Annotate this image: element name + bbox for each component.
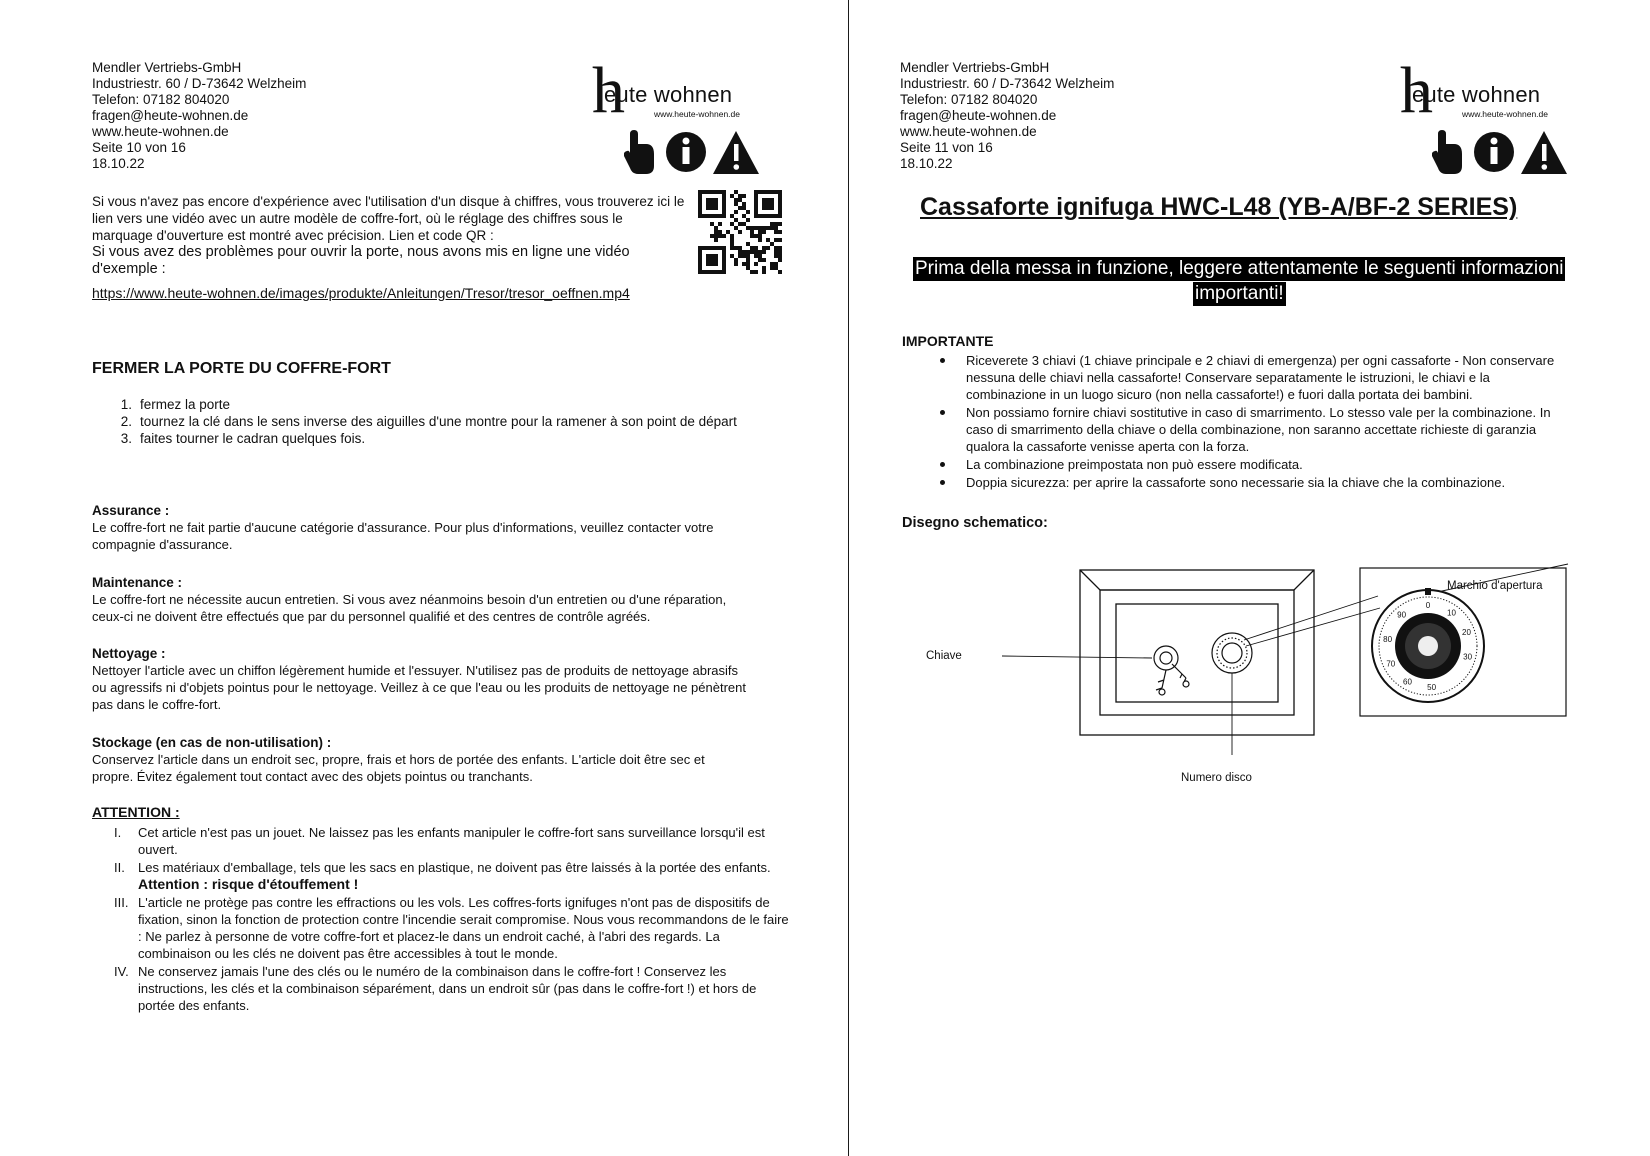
dial-tick-label: 60 xyxy=(1403,677,1412,687)
dial-tick-label: 10 xyxy=(1447,608,1456,618)
heute-wohnen-logo xyxy=(1400,54,1580,182)
section-line: Le coffre-fort ne nécessite aucun entretien. Si vous avez néanmoins besoin d'un entretien ou d'une réparation, xyxy=(92,592,727,607)
list-item: Non possiamo fornire chiavi sostitutive in caso di smarrimento. Lo stesso vale per la combinazione. In caso di smarrimento della chiave o della combinazione, non saranno accettate richieste di garanzia qualora la cassaforte venisse aperta con la forza. xyxy=(936,404,1566,455)
logo-h: h xyxy=(592,54,625,127)
leader-lines xyxy=(1002,596,1380,755)
key-lock-icon xyxy=(1154,646,1189,695)
pointing-hand-icon xyxy=(1432,130,1462,174)
section-line: ceux-ci ne doivent être effectués que par du personnel qualifié et des centres de contrôle agréés. xyxy=(92,609,651,624)
notice-banner-line1: Prima della messa in funzione, leggere attentamente le seguenti informazioni xyxy=(915,258,1564,279)
heute-wohnen-logo xyxy=(592,54,772,182)
logo-wordmark: eute wohnen xyxy=(604,82,733,107)
pointing-hand-icon xyxy=(624,130,654,174)
section-title: Nettoyage : xyxy=(92,646,166,661)
attention-heading: ATTENTION : xyxy=(92,804,180,820)
list-item: 2. tournez la clé dans le sens inverse des aiguilles d'une montre pour la ramener à son point de départ xyxy=(120,414,737,429)
dial-tick-label: 80 xyxy=(1383,634,1393,644)
list-item: 3. faites tourner le cadran quelques fois. xyxy=(120,431,366,446)
intro-line: lien vers une vidéo avec un autre modèle de coffre-fort, où le réglage des chiffres sous le xyxy=(92,211,623,226)
intro-line: d'exemple : xyxy=(92,261,166,277)
list-item: II. Les matériaux d'emballage, tels que les sacs en plastique, ne doivent pas être laissés à la portée des enfants. Attention : risque d'étouffement ! xyxy=(114,860,771,892)
warning-triangle-icon xyxy=(713,131,759,174)
intro-line: marquage d'ouverture est montré avec précision. Lien et code QR : xyxy=(92,228,494,243)
address-line: Telefon: 07182 804020 xyxy=(900,92,1038,107)
logo-url: www.heute-wohnen.de xyxy=(1462,109,1549,119)
section-line: compagnie d'assurance. xyxy=(92,537,233,552)
logo-wordmark: eute wohnen xyxy=(1412,82,1541,107)
info-icon xyxy=(666,132,706,172)
list-item: IV. Ne conservez jamais l'une des clés ou le numéro de la combinaison dans le coffre-fort ! Conservez les instructions, les clés et la combinaison séparément, dans un endroit sûr (pas dans le coffre-fort !) et hors de portée des enfants. xyxy=(114,964,757,1013)
warning-icons xyxy=(1432,128,1582,178)
intro-text xyxy=(92,193,702,278)
address-line: fragen@heute-wohnen.de xyxy=(92,108,249,123)
qr-code-icon[interactable] xyxy=(698,190,782,274)
section-title: Stockage (en cas de non-utilisation) : xyxy=(92,735,332,750)
section-storage xyxy=(92,734,812,785)
dial-tick-label: 70 xyxy=(1386,659,1396,669)
dial-tick-label: 30 xyxy=(1463,652,1473,662)
section-line: Nettoyer l'article avec un chiffon légèrement humide et l'essuyer. N'utilisez pas de produits de nettoyage abrasifs xyxy=(92,663,739,678)
diagram-heading: Disegno schematico: xyxy=(902,515,1048,531)
info-icon xyxy=(1474,132,1514,172)
close-door-heading: FERMER LA PORTE DU COFFRE-FORT xyxy=(92,360,391,377)
list-item: I. Cet article n'est pas un jouet. Ne laissez pas les enfants manipuler le coffre-fort sans surveillance lorsqu'il est ouvert. xyxy=(114,825,765,857)
important-list xyxy=(936,352,1566,492)
attention-list xyxy=(114,824,794,1015)
intro-line: Si vous n'avez pas encore d'expérience avec l'utilisation d'un disque à chiffres, vous trouverez ici le xyxy=(92,194,685,209)
address-line: Telefon: 07182 804020 xyxy=(92,92,230,107)
address-line: 18.10.22 xyxy=(900,156,953,171)
address-line: fragen@heute-wohnen.de xyxy=(900,108,1057,123)
list-item: III. L'article ne protège pas contre les effractions ou les vols. Les coffres-forts ignifuges n'ont pas de dispositifs de fixation, sinon la fonction de protection contre l'incendie serait compromise. Nous vous recommandons de le faire : Ne parlez à personne de votre coffre-fort et placez-le dans un endroit caché, à l'abri des regards. La combinaison ou les clés ne doivent pas être accessibles à tout le monde. xyxy=(114,895,789,961)
dial-tick-label: 90 xyxy=(1397,610,1407,620)
section-insurance xyxy=(92,502,812,553)
label-key: Chiave xyxy=(926,650,962,662)
list-item: Doppia sicurezza: per aprire la cassaforte sono necessarie sia la chiave che la combinazione. xyxy=(936,474,1566,491)
important-heading: IMPORTANTE xyxy=(902,333,994,349)
warning-triangle-icon xyxy=(1521,131,1567,174)
section-line: propre. Évitez également tout contact avec des objets pointus ou tranchants. xyxy=(92,769,533,784)
logo-url: www.heute-wohnen.de xyxy=(654,109,741,119)
company-address xyxy=(92,60,306,172)
section-maintenance xyxy=(92,574,812,625)
label-opening-mark: Marchio d'apertura xyxy=(1447,580,1543,592)
list-item: La combinazione preimpostata non può essere modificata. xyxy=(936,456,1566,473)
dial-tick-label: 0 xyxy=(1425,601,1431,610)
video-link[interactable]: https://www.heute-wohnen.de/images/produkte/Anleitungen/Tresor/tresor_oeffnen.mp4 xyxy=(92,285,630,301)
dial-tick-label: 50 xyxy=(1427,682,1437,692)
address-line: Industriestr. 60 / D-73642 Welzheim xyxy=(92,76,307,91)
safe-body xyxy=(1080,570,1314,735)
company-address xyxy=(900,60,1114,172)
section-title: Assurance : xyxy=(92,503,170,518)
section-line: Le coffre-fort ne fait partie d'aucune catégorie d'assurance. Pour plus d'informations, veuillez contacter votre xyxy=(92,520,714,535)
section-cleaning xyxy=(92,645,812,713)
address-line: Industriestr. 60 / D-73642 Welzheim xyxy=(900,76,1115,91)
intro-line: Si vous avez des problèmes pour ouvrir la porte, nous avons mis en ligne une vidéo xyxy=(92,244,630,260)
page-right xyxy=(850,0,1650,1156)
address-line: www.heute-wohnen.de xyxy=(900,124,1037,139)
address-line: Mendler Vertriebs-GmbH xyxy=(92,60,242,75)
close-steps-list xyxy=(106,396,806,447)
address-line: Seite 10 von 16 xyxy=(92,140,186,155)
dial-tick-label: 20 xyxy=(1462,628,1471,637)
list-item: 1. fermez la porte xyxy=(120,397,231,412)
section-title: Maintenance : xyxy=(92,575,183,590)
address-line: Mendler Vertriebs-GmbH xyxy=(900,60,1050,75)
address-line: Seite 11 von 16 xyxy=(900,140,993,155)
list-item: Riceverete 3 chiavi (1 chiave principale e 2 chiavi di emergenza) per ogni cassaforte - Non conservare nessuna delle chiavi nella cassaforte! Conservare separatamente le istruzioni, le chiavi e la combinazione in un luogo sicuro (non nella cassaforte!) e fuori dalla portata dei bambini. xyxy=(936,352,1566,403)
section-line: Conservez l'article dans un endroit sec, propre, frais et hors de portée des enfants. L'article doit être sec et xyxy=(92,752,705,767)
label-dial-number: Numero disco xyxy=(1181,772,1252,784)
address-line: 18.10.22 xyxy=(92,156,145,171)
address-line: www.heute-wohnen.de xyxy=(92,124,229,139)
notice-banner-line2: importanti! xyxy=(1195,283,1284,304)
warning-icons xyxy=(624,128,774,178)
section-line: pas dans le coffre-fort. xyxy=(92,697,222,712)
logo-h: h xyxy=(1400,54,1433,127)
section-line: ou agressifs ni d'objets pointus pour le nettoyage. Veillez à ce que l'eau ou les produits de nettoyage ne pénètrent xyxy=(92,680,746,695)
document-title: Cassaforte ignifuga HWC-L48 (YB-A/BF-2 SERIES) xyxy=(920,193,1518,221)
